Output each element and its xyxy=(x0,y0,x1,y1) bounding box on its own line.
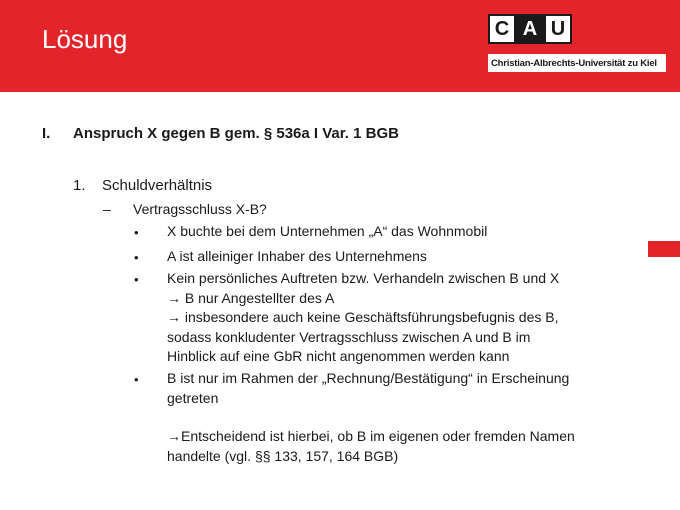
bullet-line: Kein persönliches Auftreten bzw. Verhandeln zwischen B und X xyxy=(167,270,560,286)
subsection-heading: Schuldverhältnis xyxy=(102,177,213,194)
bullet-marker: • xyxy=(134,272,139,287)
logo-letter-a: A xyxy=(516,14,544,44)
conclusion-line: handelte (vgl. §§ 133, 157, 164 BGB) xyxy=(167,447,399,464)
bullet-line: sodass konkludenter Vertragsschluss zwischen A und B im xyxy=(167,328,531,345)
bullet-line: X buchte bei dem Unternehmen „A“ das Wohnmobil xyxy=(167,223,488,239)
dash-marker: – xyxy=(103,201,111,217)
point-label: Vertragsschluss X-B? xyxy=(133,201,267,217)
section-numeral: I. xyxy=(42,125,51,142)
bullet-marker: • xyxy=(134,225,139,240)
bullet-line: → B nur Angestellter des A xyxy=(167,289,335,306)
bullet-line: B ist nur im Rahmen der „Rechnung/Bestätigung“ in Erscheinung xyxy=(167,370,570,386)
slide-header xyxy=(0,0,680,92)
side-accent-marker xyxy=(648,241,680,257)
bullet-item xyxy=(167,369,637,408)
bullet-line: Hinblick auf eine GbR nicht angenommen werden kann xyxy=(167,348,510,364)
university-logo xyxy=(488,14,666,74)
bullet-item xyxy=(167,269,637,367)
subsection-number: 1. xyxy=(73,177,86,194)
logo-university-name: Christian-Albrechts-Universität zu Kiel xyxy=(488,54,666,72)
logo-letter-c: C xyxy=(488,14,516,44)
conclusion-line: →Entscheidend ist hierbei, ob B im eigenen oder fremden Namen xyxy=(167,428,575,444)
bullet-marker: • xyxy=(134,372,139,387)
section-heading: Anspruch X gegen B gem. § 536a I Var. 1 BGB xyxy=(73,125,399,142)
bullet-item xyxy=(167,222,637,242)
slide-title: Lösung xyxy=(42,24,128,54)
bullet-item xyxy=(167,247,637,267)
bullet-marker: • xyxy=(134,250,139,265)
conclusion-text xyxy=(167,427,637,466)
bullet-line: A ist alleiniger Inhaber des Unternehmens xyxy=(167,248,427,264)
logo-letter-u: U xyxy=(544,14,572,44)
bullet-line: → insbesondere auch keine Geschäftsführungsbefugnis des B, xyxy=(167,309,559,325)
bullet-line: getreten xyxy=(167,389,219,406)
